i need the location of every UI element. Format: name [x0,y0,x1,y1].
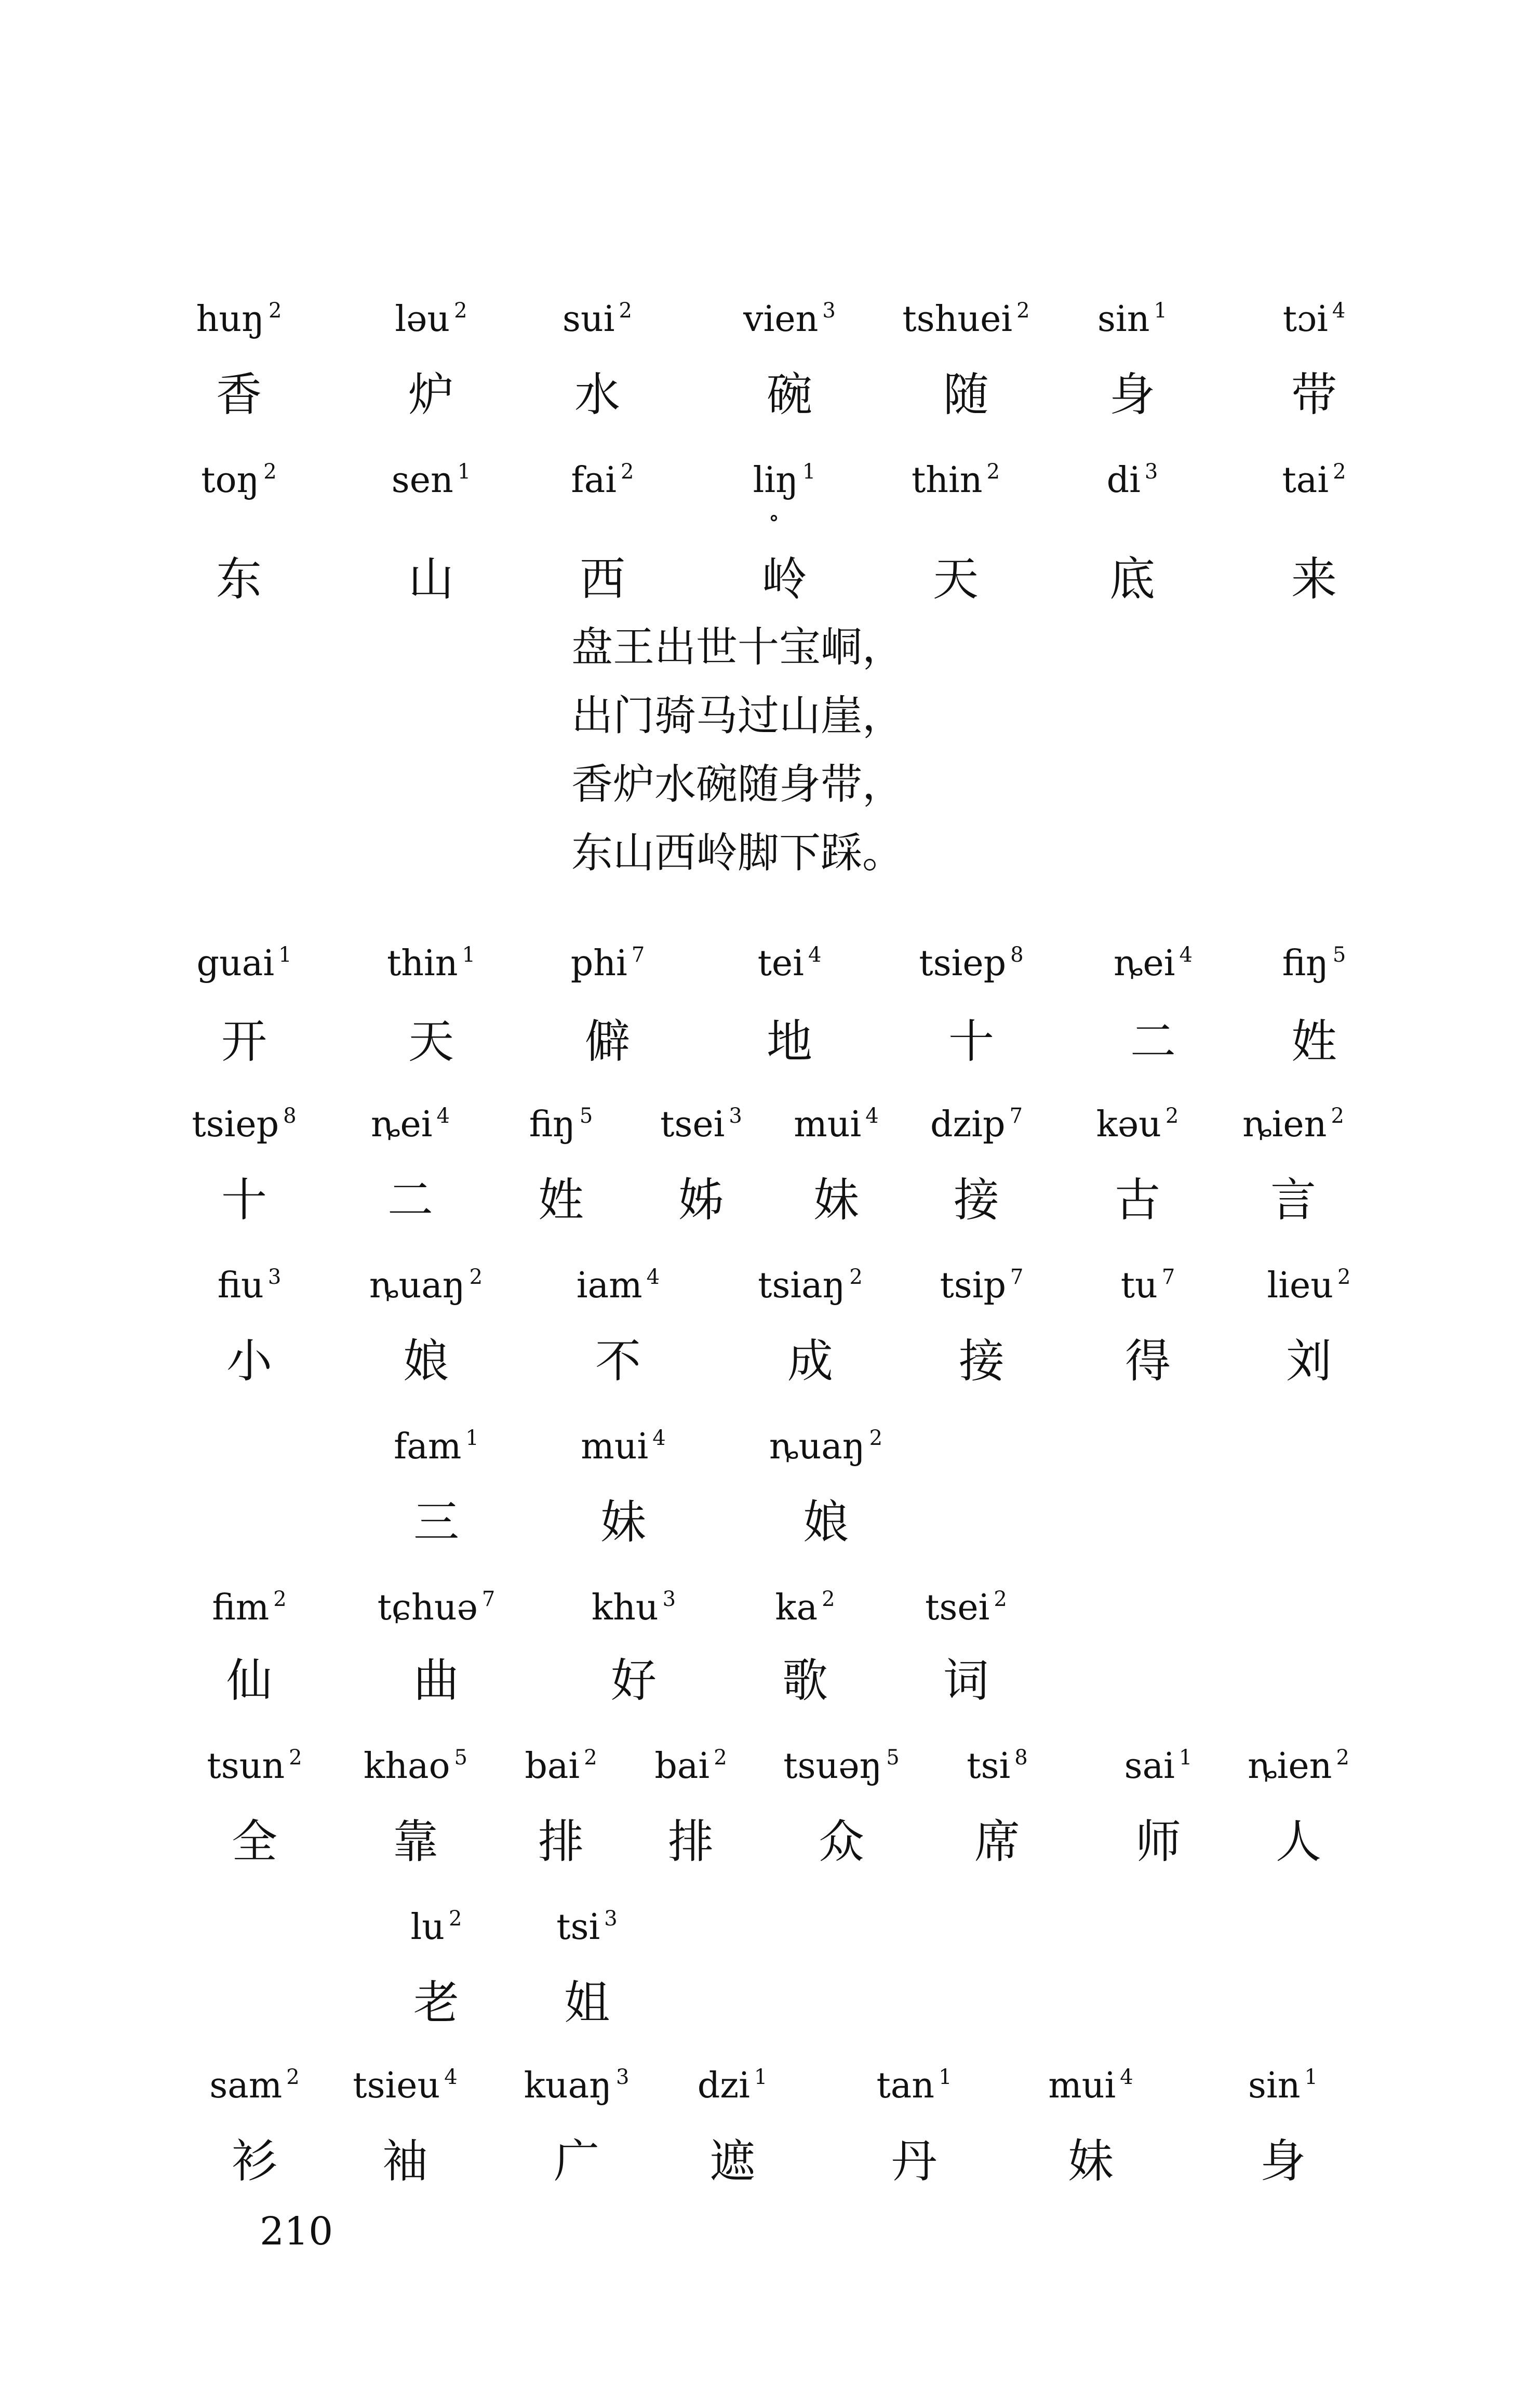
syllable-text: tsi [556,1907,600,1948]
romanized-syllable [1121,1263,1175,1314]
hanzi-character: 天 [932,552,979,606]
hanzi-character: 僻 [584,1015,631,1068]
hanzi-character: 妹 [813,1173,860,1227]
romanized-syllable [654,1743,727,1795]
romanized-syllable [1124,1743,1193,1795]
hanzi-character: 岭 [761,552,808,606]
syllable-text: tai [1282,460,1329,501]
tone-number: 5 [454,1746,467,1770]
ring-mark-icon: ∘ [768,504,780,531]
romanized-syllable [571,457,634,509]
syllable-text: lu [410,1907,445,1948]
hanzi-character: 老 [413,1976,460,2029]
hanzi-character: 带 [1291,368,1337,421]
hanzi-character: 古 [1114,1173,1161,1227]
syllable-text: sin [1097,299,1150,340]
tone-number: 5 [886,1746,900,1770]
hanzi-character: 词 [943,1654,989,1707]
syllable-text: di [1106,460,1141,501]
hanzi-character: 香 [216,368,262,421]
tone-number: 4 [444,2065,458,2089]
tone-number: 7 [1009,1104,1023,1128]
syllable-text: fiŋ [1282,943,1329,984]
tone-number: 2 [714,1746,727,1770]
romanized-syllable [967,1743,1027,1795]
tone-number: 2 [822,1587,835,1611]
hanzi-character: 来 [1291,552,1337,606]
tone-number: 2 [449,1907,462,1931]
romanized-syllable [753,457,816,509]
hanzi-character: 广 [553,2134,600,2188]
romanized-syllable [758,1263,863,1314]
hanzi-character: 妹 [1067,2134,1114,2188]
romanized-syllable [212,1585,286,1636]
hanzi-character: 姓 [538,1173,584,1227]
romanized-syllable [940,1263,1024,1314]
romanized-syllable [1267,1263,1351,1314]
tone-number: 1 [457,460,471,484]
tone-number: 2 [584,1746,597,1770]
syllable-text: mui [794,1104,862,1145]
romanized-syllable [592,1585,676,1636]
hanzi-character: 衫 [231,2134,278,2188]
hanzi-character: 言 [1270,1173,1317,1227]
romanized-syllable [794,1101,878,1153]
tone-number: 1 [278,943,292,967]
tone-number: 7 [1161,1265,1175,1289]
romanized-syllable [387,940,475,992]
romanized-syllable [1097,296,1167,348]
tone-number: 1 [802,460,816,484]
tone-number: 2 [286,2065,300,2089]
syllable-text: tsei [925,1587,990,1628]
romanized-syllable [378,1585,496,1636]
syllable-text: liŋ [753,460,798,501]
hanzi-character: 袖 [382,2134,428,2188]
romanized-syllable [571,940,645,992]
syllable-text: fiŋ [529,1104,575,1145]
hanzi-character: 东 [216,552,262,606]
syllable-text: tei [757,943,804,984]
tone-number: 4 [808,943,822,967]
tone-number: 8 [283,1104,297,1128]
syllable-text: khu [591,1587,659,1628]
hanzi-character: 碗 [766,368,813,421]
romanized-syllable [371,1101,450,1153]
syllable-text: ȵei [371,1104,433,1145]
syllable-text: iam [576,1265,642,1306]
romanized-syllable [1242,1101,1344,1153]
hanzi-character: 姊 [678,1173,725,1227]
romanized-syllable [1107,457,1158,509]
hanzi-character: 底 [1109,552,1156,606]
tone-number: 7 [481,1587,496,1611]
tone-number: 2 [1331,1104,1344,1128]
tone-number: 2 [469,1265,483,1289]
romanized-syllable [660,1101,742,1153]
syllable-text: toŋ [201,460,260,501]
tone-number: 2 [273,1587,287,1611]
hanzi-character: 西 [579,552,626,606]
hanzi-character: 开 [221,1015,267,1068]
page-number: 210 [260,2209,333,2254]
romanized-syllable [743,296,836,348]
syllable-text: fiu [217,1265,264,1306]
tone-number: 2 [994,1587,1007,1611]
syllable-text: mui [581,1426,649,1467]
hanzi-character: 众 [818,1815,865,1868]
romanized-syllable [775,1585,835,1636]
tone-number: 3 [662,1587,676,1611]
syllable-text: ȵien [1248,1746,1332,1787]
syllable-text: ȵien [1242,1104,1327,1145]
romanized-syllable [529,1101,593,1153]
verse-line: 香炉水碗随身带， [571,760,904,808]
tone-number: 5 [1332,943,1346,967]
romanized-syllable [218,1263,282,1314]
syllable-text: phi [570,943,627,984]
tone-number: 3 [1144,460,1158,484]
tone-number: 3 [267,1265,282,1289]
hanzi-character: 姓 [1291,1015,1337,1068]
tone-number: 2 [1333,460,1346,484]
tone-number: 2 [268,299,282,323]
tone-number: 3 [729,1104,742,1128]
syllable-text: fai [571,460,617,501]
tone-number: 4 [652,1426,666,1450]
tone-number: 4 [436,1104,450,1128]
hanzi-character: 曲 [413,1654,460,1707]
hanzi-character: 仙 [226,1654,273,1707]
tone-number: 1 [1179,1746,1193,1770]
romanized-syllable [196,940,291,992]
hanzi-character: 妹 [600,1495,647,1549]
tone-number: 1 [1154,299,1167,323]
romanized-syllable [758,940,822,992]
verse-line: 东山西岭脚下踩。 [571,829,904,877]
syllable-text: bai [654,1746,710,1787]
romanized-syllable [392,457,471,509]
romanized-syllable [577,1263,660,1314]
syllable-text: khao [364,1746,450,1787]
tone-number: 2 [621,460,634,484]
syllable-text: vien [743,299,819,340]
romanized-syllable [930,1101,1023,1153]
hanzi-character: 随 [943,368,989,421]
syllable-text: tɔi [1282,299,1328,340]
hanzi-character: 天 [408,1015,454,1068]
hanzi-character: 席 [974,1815,1021,1868]
romanized-syllable [1048,2063,1133,2114]
romanized-syllable [581,1424,665,1475]
romanized-syllable [196,296,282,348]
syllable-text: thin [911,460,983,501]
hanzi-character: 地 [766,1015,813,1068]
tone-number: 1 [462,943,476,967]
syllable-text: ȵei [1114,943,1175,984]
tone-number: 7 [631,943,645,967]
romanized-syllable [1248,1743,1349,1795]
romanized-syllable [1248,2063,1318,2114]
syllable-text: lieu [1267,1265,1334,1306]
tone-number: 7 [1010,1265,1024,1289]
hanzi-character: 二 [1130,1015,1176,1068]
hanzi-character: 娘 [403,1334,449,1388]
tone-number: 2 [619,299,632,323]
romanized-syllable [524,2063,630,2114]
romanized-syllable [556,1904,617,1956]
syllable-text: tsieu [353,2065,440,2106]
romanized-syllable [209,2063,299,2114]
syllable-text: tsiep [919,943,1007,984]
hanzi-character: 接 [958,1334,1005,1388]
tone-number: 1 [465,1426,479,1450]
hanzi-character: 靠 [392,1815,439,1868]
romanized-syllable [207,1743,302,1795]
hanzi-character: 三 [413,1495,460,1549]
syllable-text: tu [1120,1265,1158,1306]
syllable-text: tsiep [192,1104,279,1145]
hanzi-character: 师 [1135,1815,1182,1868]
tone-number: 2 [1016,299,1030,323]
romanized-syllable [1282,940,1346,992]
syllable-text: fam [394,1426,462,1467]
syllable-text: tɕhuə [377,1587,478,1628]
tone-number: 4 [646,1265,660,1289]
tone-number: 1 [754,2065,768,2089]
romanized-syllable [698,2063,768,2114]
hanzi-character: 得 [1124,1334,1171,1388]
syllable-text: ka [775,1587,818,1628]
hanzi-character: 丹 [891,2134,938,2188]
romanized-syllable [192,1101,296,1153]
tone-number: 2 [1337,1265,1351,1289]
syllable-text: ȵuaŋ [769,1426,865,1467]
tone-number: 8 [1014,1746,1028,1770]
tone-number: 2 [1336,1746,1349,1770]
tone-number: 4 [1332,299,1346,323]
syllable-text: ȵuaŋ [369,1265,465,1306]
syllable-text: sam [209,2065,283,2106]
romanized-syllable [919,940,1023,992]
romanized-syllable [525,1743,597,1795]
romanized-syllable [912,457,1000,509]
syllable-text: tsiaŋ [758,1265,846,1306]
tone-number: 1 [939,2065,952,2089]
hanzi-character: 小 [226,1334,273,1388]
verse-translation [571,613,904,887]
romanized-syllable [201,457,277,509]
syllable-text: tsi [967,1746,1011,1787]
hanzi-character: 姐 [564,1976,610,2029]
tone-number: 2 [289,1746,302,1770]
romanized-syllable [395,296,467,348]
tone-number: 1 [1304,2065,1318,2089]
tone-number: 2 [849,1265,863,1289]
hanzi-character: 水 [574,368,621,421]
tone-number: 5 [579,1104,593,1128]
syllable-text: guai [196,943,275,984]
hanzi-character: 十 [948,1015,995,1068]
syllable-text: kəu [1096,1104,1161,1145]
syllable-text: tan [876,2065,935,2106]
tone-number: 4 [1120,2065,1133,2089]
syllable-text: sai [1124,1746,1175,1787]
tone-number: 3 [822,299,836,323]
hanzi-character: 二 [387,1173,434,1227]
hanzi-character: 遮 [709,2134,756,2188]
romanized-syllable [1282,457,1346,509]
tone-number: 4 [865,1104,879,1128]
tone-number: 3 [604,1907,618,1931]
romanized-syllable [925,1585,1007,1636]
syllable-text: fim [212,1587,270,1628]
verse-line: 出门骑马过山崖， [571,692,904,740]
syllable-text: tshuei [902,299,1013,340]
romanized-syllable [1114,940,1193,992]
hanzi-character: 十 [221,1173,267,1227]
romanized-syllable [902,296,1029,348]
hanzi-character: 山 [408,552,454,606]
romanized-syllable [769,1424,882,1475]
hanzi-character: 全 [231,1815,278,1868]
hanzi-character: 好 [610,1654,657,1707]
syllable-text: thin [386,943,458,984]
syllable-text: sui [563,299,615,340]
hanzi-character: 刘 [1285,1334,1332,1388]
syllable-text: tsun [207,1746,285,1787]
hanzi-character: 排 [667,1815,714,1868]
syllable-text: sin [1248,2065,1301,2106]
tone-number: 4 [1179,943,1193,967]
romanized-syllable [369,1263,483,1314]
syllable-text: tsip [940,1265,1007,1306]
syllable-text: dzi [697,2065,750,2106]
verse-line: 盘王出世十宝峒， [571,623,904,671]
syllable-text: tsei [660,1104,725,1145]
romanized-syllable [1096,1101,1179,1153]
hanzi-character: 身 [1260,2134,1306,2188]
hanzi-character: 接 [953,1173,1000,1227]
syllable-text: ləu [395,299,450,340]
hanzi-character: 炉 [408,368,454,421]
romanized-syllable [1283,296,1346,348]
tone-number: 2 [454,299,467,323]
romanized-syllable [563,296,632,348]
tone-number: 3 [615,2065,630,2089]
romanized-syllable [353,2063,457,2114]
syllable-text: huŋ [196,299,264,340]
tone-number: 8 [1010,943,1024,967]
tone-number: 2 [263,460,277,484]
tone-number: 2 [986,460,1000,484]
syllable-text: kuaŋ [524,2065,612,2106]
romanized-syllable [411,1904,462,1956]
romanized-syllable [394,1424,479,1475]
tone-number: 2 [869,1426,883,1450]
romanized-syllable [783,1743,900,1795]
hanzi-character: 歌 [782,1654,828,1707]
syllable-text: mui [1048,2065,1116,2106]
hanzi-character: 成 [787,1334,834,1388]
hanzi-character: 排 [538,1815,584,1868]
tone-number: 2 [1165,1104,1179,1128]
romanized-syllable [364,1743,467,1795]
hanzi-character: 身 [1109,368,1156,421]
hanzi-character: 人 [1275,1815,1322,1868]
syllable-text: bai [525,1746,580,1787]
hanzi-character: 娘 [802,1495,849,1549]
romanized-syllable [876,2063,952,2114]
syllable-text: dzip [930,1104,1006,1145]
syllable-text: sen [391,460,453,501]
syllable-text: tsuəŋ [783,1746,882,1787]
hanzi-character: 不 [595,1334,641,1388]
